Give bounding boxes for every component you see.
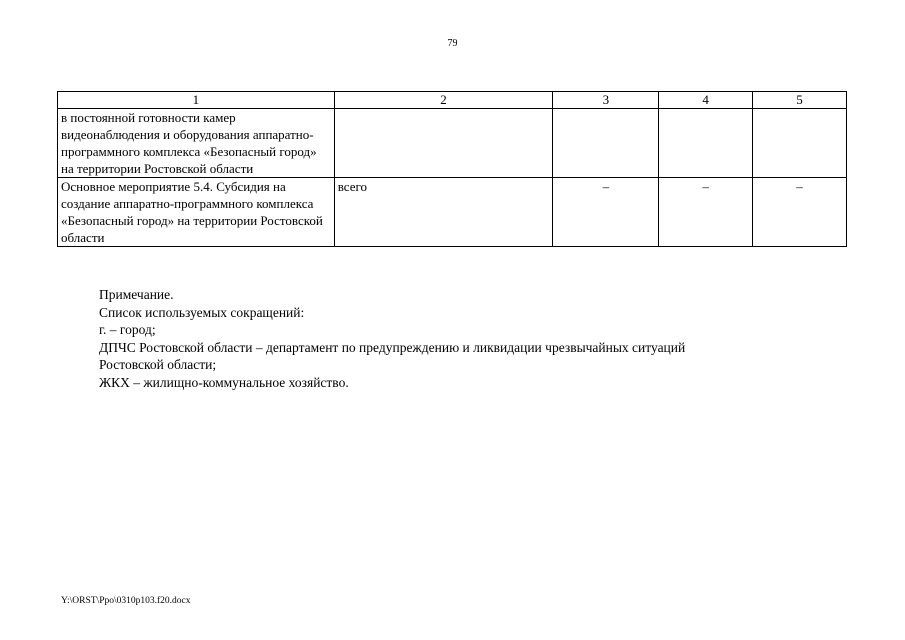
table-row <box>58 178 847 247</box>
program-table <box>57 91 847 247</box>
abbreviation-item: ЖКХ – жилищно-коммунальное хозяйство. <box>99 374 349 390</box>
column-header: 4 <box>659 92 753 109</box>
abbreviation-item: г. – город; <box>99 322 156 337</box>
table-cell <box>659 109 753 178</box>
column-header: 1 <box>58 92 335 109</box>
table-cell <box>753 109 847 178</box>
table-cell <box>334 109 553 178</box>
table-header-row <box>58 92 847 109</box>
column-header: 2 <box>334 92 553 109</box>
column-header: 5 <box>753 92 847 109</box>
note-title: Примечание. <box>99 287 174 302</box>
footer-file-path: Y:\ORST\Ppo\0310p103.f20.docx <box>61 596 191 606</box>
table-cell-description: в постоянной готовности камер видеонаблюдения и оборудования аппаратно-программного комплекса «Безопасный город» на территории Ростовской области <box>58 109 335 178</box>
page-number: 79 <box>447 38 458 49</box>
note-block <box>99 286 819 391</box>
table-cell-value: – <box>659 178 753 247</box>
abbreviation-list-heading: Список используемых сокращений: <box>99 304 305 320</box>
table-cell-value: – <box>753 178 847 247</box>
table-cell-source: всего <box>334 178 553 247</box>
table-cell-value: – <box>553 178 659 247</box>
abbreviation-item-continued: Ростовской области; <box>99 357 217 372</box>
abbreviation-item: ДПЧС Ростовской области – департамент по предупреждению и ликвидации чрезвычайных ситуаций <box>99 339 686 355</box>
table-cell <box>553 109 659 178</box>
table-cell-description: Основное мероприятие 5.4. Субсидия на создание аппаратно-программного комплекса «Безопасный город» на территории Ростовской области <box>58 178 335 247</box>
column-header: 3 <box>553 92 659 109</box>
table-row <box>58 109 847 178</box>
